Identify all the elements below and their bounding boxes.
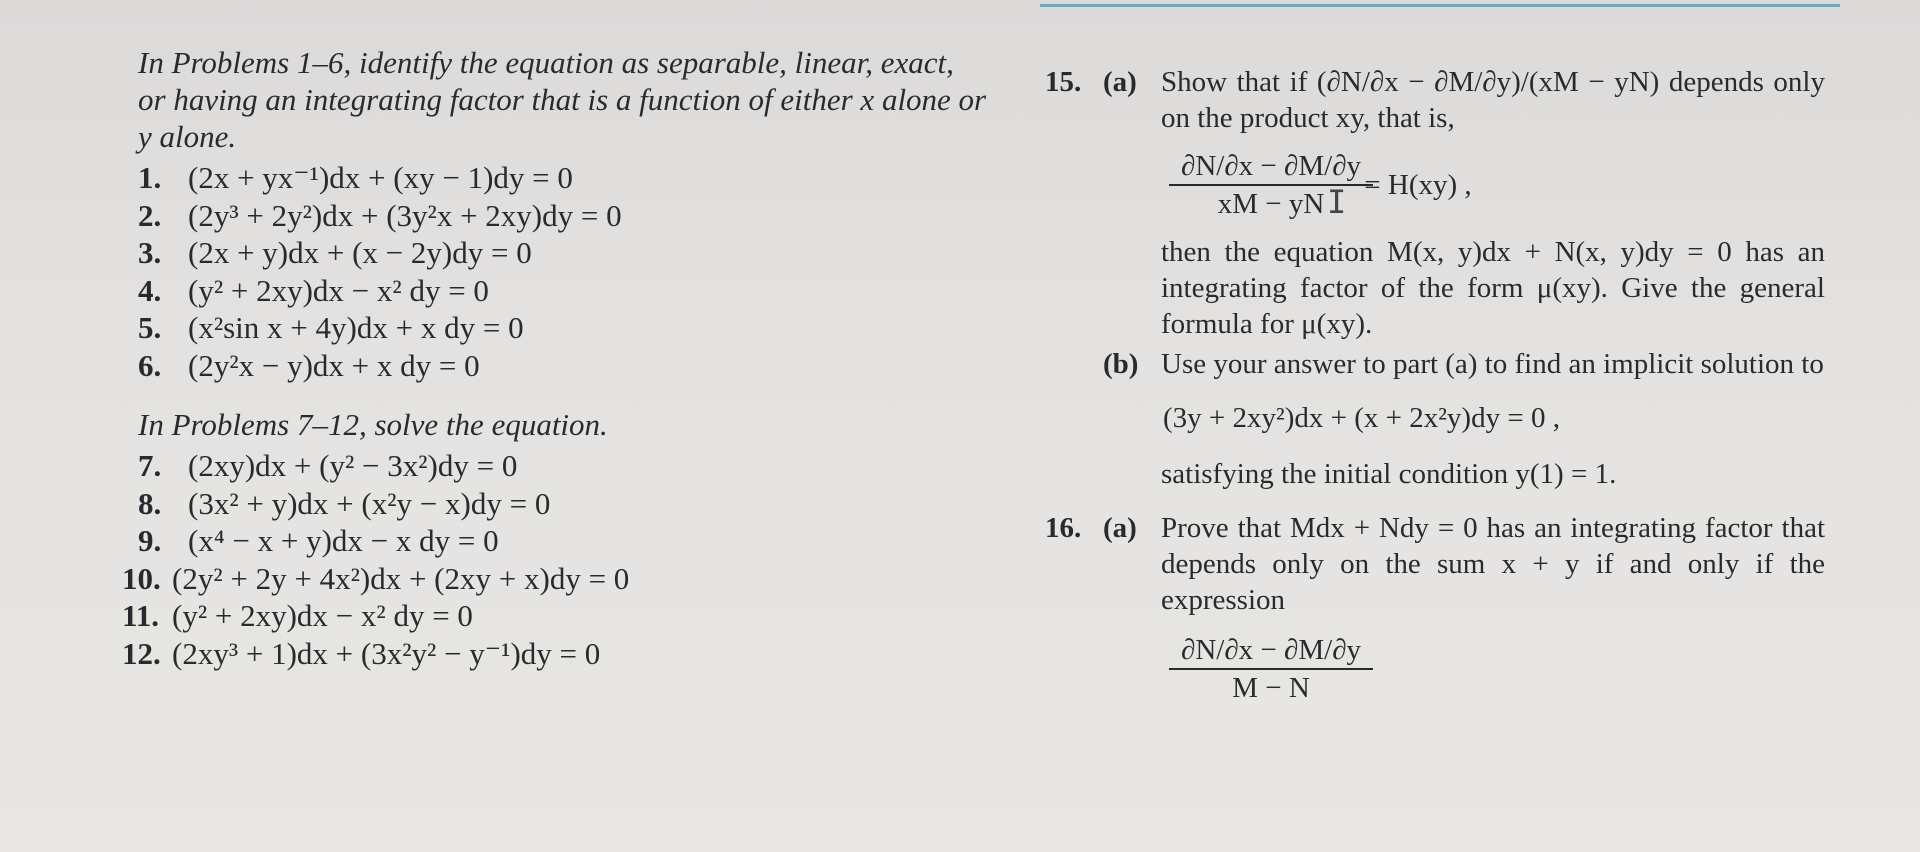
- problem-list-1-6: [138, 159, 988, 384]
- problem-item: [122, 560, 988, 598]
- problem-16-part-a: [1045, 510, 1825, 618]
- problem-equation: (2y² + 2y + 4x²)dx + (2xy + x)dy = 0: [172, 560, 630, 596]
- problem-item: [138, 485, 988, 523]
- problem-equation: (y² + 2xy)dx − x² dy = 0: [188, 272, 489, 308]
- problem-item: [122, 635, 988, 673]
- page-top-rule: [1040, 4, 1840, 7]
- problem-number: 1.: [138, 160, 162, 195]
- problem-number: 4.: [138, 272, 162, 308]
- problem-16-number: 16.: [1045, 512, 1082, 544]
- problem-number: 2.: [138, 197, 162, 233]
- problem-item: [138, 309, 988, 347]
- fraction-numerator: ∂N/∂x − ∂M/∂y: [1181, 150, 1362, 182]
- problem-equation: (2xy)dx + (y² − 3x²)dy = 0: [188, 448, 518, 483]
- problem-item: [138, 197, 988, 235]
- problem-equation: (2y³ + 2y²)dx + (3y²x + 2xy)dy = 0: [188, 197, 622, 233]
- problems-1-6-instructions: In Problems 1–6, identify the equation as separable, linear, exact, or having an integrating factor that is a function of either x alone or y alone.: [138, 45, 987, 154]
- problem-equation: (2x + y)dx + (x − 2y)dy = 0: [188, 235, 532, 270]
- right-column: [1045, 64, 1825, 704]
- problem-item: [138, 272, 988, 310]
- problem-16-fraction: [1175, 632, 1825, 704]
- fraction-denominator: M − N: [1169, 668, 1373, 706]
- problem-15-part-a: [1045, 64, 1825, 136]
- problem-equation: (x⁴ − x + y)dx − x dy = 0: [188, 523, 499, 558]
- fraction-numerator: ∂N/∂x − ∂M/∂y: [1181, 634, 1362, 666]
- problem-equation: (x²sin x + 4y)dx + x dy = 0: [188, 310, 524, 345]
- problem-15-number: 15.: [1045, 66, 1082, 98]
- problem-15-fraction-equation: [1175, 148, 1825, 222]
- problem-15b-condition: satisfying the initial condition y(1) = 1.: [1161, 458, 1617, 490]
- problem-number: 9.: [138, 523, 162, 558]
- fraction: [1175, 632, 1367, 706]
- fraction-denominator: xM − yN: [1169, 184, 1373, 222]
- problem-equation: (y² + 2xy)dx − x² dy = 0: [172, 598, 473, 633]
- problem-15b-text: Use your answer to part (a) to find an implicit solution to: [1161, 348, 1824, 380]
- problem-number: 11.: [122, 598, 160, 633]
- problem-equation: (2x + yx⁻¹)dx + (xy − 1)dy = 0: [188, 160, 573, 195]
- problem-equation: (2xy³ + 1)dx + (3x²y² − y⁻¹)dy = 0: [172, 635, 601, 671]
- problem-number: 7.: [138, 448, 162, 483]
- problem-number: 12.: [122, 635, 161, 671]
- part-b-label: (b): [1103, 348, 1139, 380]
- problem-15b-equation: (3y + 2xy²)dx + (x + 2x²y)dy = 0 ,: [1163, 402, 1560, 434]
- problem-15a-continuation: then the equation M(x, y)dx + N(x, y)dy = 0 has an integrating factor of the form μ(xy). Give the general formula for μ(xy).: [1161, 236, 1825, 340]
- part-a-label: (a): [1103, 66, 1137, 98]
- text-cursor-icon: I: [1327, 183, 1347, 221]
- problem-16a-text: Prove that Mdx + Ndy = 0 has an integrating factor that depends only on the sum x + y if and only if the expression: [1161, 512, 1825, 616]
- problem-item: [138, 447, 988, 485]
- problem-number: 5.: [138, 310, 162, 345]
- problems-7-12-instructions: In Problems 7–12, solve the equation.: [138, 407, 608, 442]
- problem-item: [138, 159, 988, 197]
- problem-15-part-b: [1103, 346, 1825, 382]
- fraction-rhs: = H(xy) ,: [1364, 169, 1472, 201]
- problem-list-7-12: [122, 447, 988, 672]
- problem-item: [138, 522, 988, 560]
- part-a-label: (a): [1103, 512, 1137, 544]
- left-column: [122, 44, 988, 672]
- problem-equation: (3x² + y)dx + (x²y − x)dy = 0: [188, 485, 551, 521]
- problem-number: 6.: [138, 347, 162, 383]
- problem-number: 3.: [138, 235, 162, 270]
- problem-item: [138, 347, 988, 385]
- problem-15a-text: Show that if (∂N/∂x − ∂M/∂y)/(xM − yN) depends only on the product xy, that is,: [1161, 66, 1825, 134]
- problem-item: [138, 234, 988, 272]
- problem-number: 10.: [122, 560, 161, 596]
- problem-equation: (2y²x − y)dx + x dy = 0: [188, 347, 480, 383]
- problem-item: [122, 597, 988, 635]
- problem-number: 8.: [138, 485, 162, 521]
